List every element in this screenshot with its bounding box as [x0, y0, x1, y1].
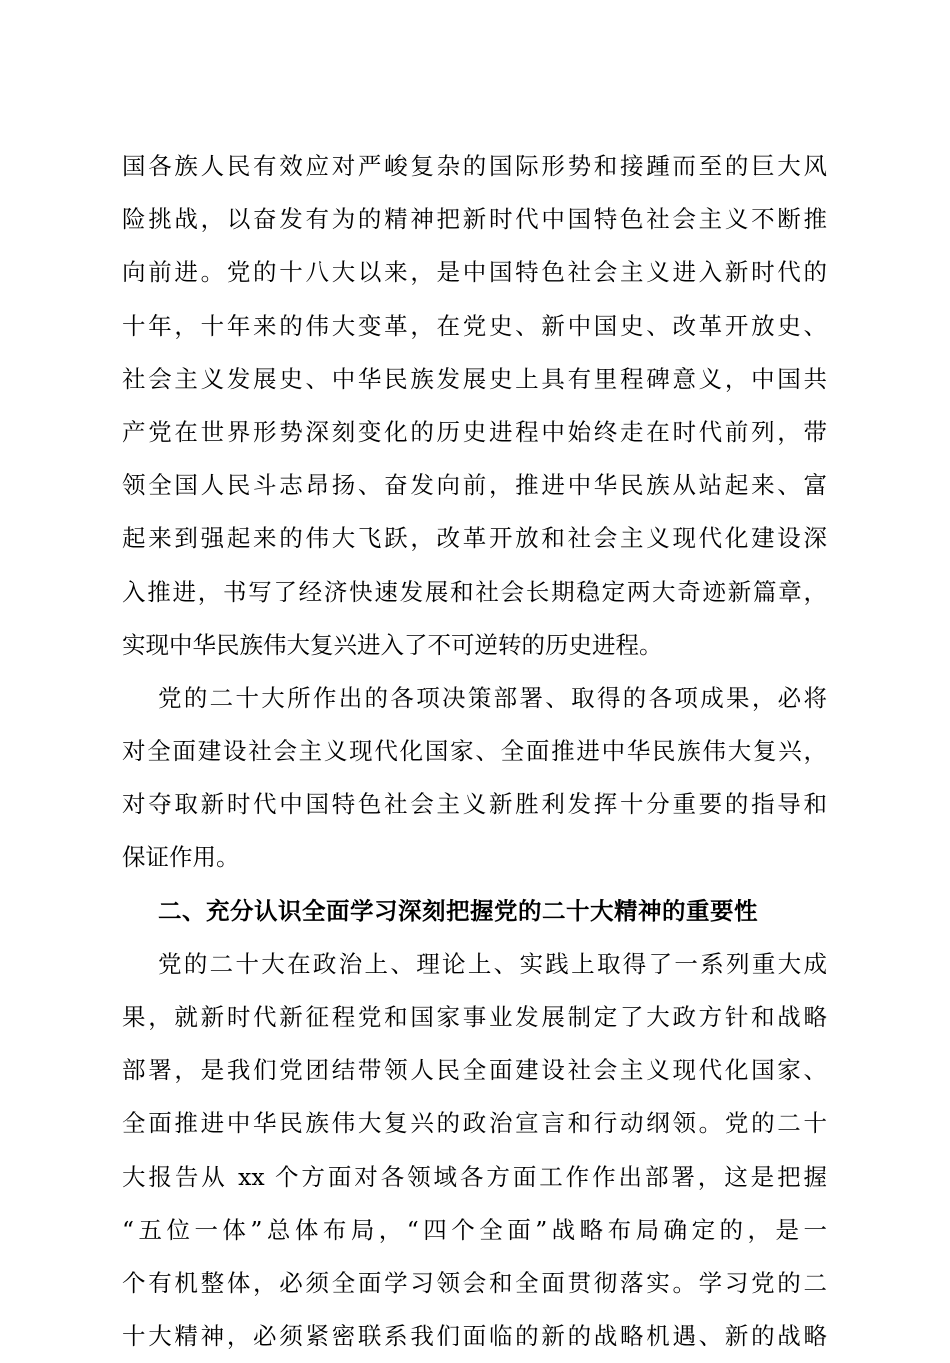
text-line: “五位一体”总体布局，“四个全面”战略布局确定的，是一 [122, 1215, 827, 1244]
text-line: 全面推进中华民族伟大复兴的政治宣言和行动纲领。党的二十 [122, 1109, 827, 1138]
text-line: 产党在世界形势深刻变化的历史进程中始终走在时代前列，带 [122, 417, 827, 446]
text-line: 保证作用。 [122, 843, 240, 872]
text-line: 险挑战，以奋发有为的精神把新时代中国特色社会主义不断推 [122, 205, 827, 234]
text-line: 国各族人民有效应对严峻复杂的国际形势和接踵而至的巨大风 [122, 152, 827, 180]
text-line: 大报告从 xx 个方面对各领域各方面工作作出部署，这是把握 [122, 1162, 827, 1191]
paragraph-1 [122, 140, 827, 672]
text-line: 个有机整体，必须全面学习领会和全面贯彻落实。学习党的二 [122, 1268, 827, 1297]
text-line: 向前进。党的十八大以来，是中国特色社会主义进入新时代的 [122, 258, 827, 287]
text-line: 果，就新时代新征程党和国家事业发展制定了大政方针和战略 [122, 1003, 827, 1031]
text-line: 十年，十年来的伟大变革，在党史、新中国史、改革开放史、 [122, 311, 827, 340]
text-line: 部署，是我们党团结带领人民全面建设社会主义现代化国家、 [122, 1056, 827, 1085]
text-line: 实现中华民族伟大复兴进入了不可逆转的历史进程。 [122, 630, 663, 659]
text-line: 十大精神，必须紧密联系我们面临的新的战略机遇、新的战略 [122, 1322, 827, 1351]
text-line: 领全国人民斗志昂扬、奋发向前，推进中华民族从站起来、富 [122, 471, 827, 500]
text-line: 社会主义发展史、中华民族发展史上具有里程碑意义，中国共 [122, 364, 827, 393]
text-line: 对全面建设社会主义现代化国家、全面推进中华民族伟大复兴， [122, 737, 827, 766]
text-line: 对夺取新时代中国特色社会主义新胜利发挥十分重要的指导和 [122, 790, 827, 819]
text-line: 入推进，书写了经济快速发展和社会长期稳定两大奇迹新篇章， [122, 577, 827, 606]
paragraph-3 [122, 938, 827, 1363]
text-line: 党的二十大在政治上、理论上、实践上取得了一系列重大成 [158, 949, 827, 978]
text-line: 起来到强起来的伟大飞跃，改革开放和社会主义现代化建设深 [122, 524, 827, 553]
section-heading: 二、充分认识全面学习深刻把握党的二十大精神的重要性 [158, 896, 758, 925]
document-body [122, 140, 827, 1363]
text-line: 党的二十大所作出的各项决策部署、取得的各项成果，必将 [158, 683, 827, 712]
paragraph-2 [122, 672, 827, 885]
